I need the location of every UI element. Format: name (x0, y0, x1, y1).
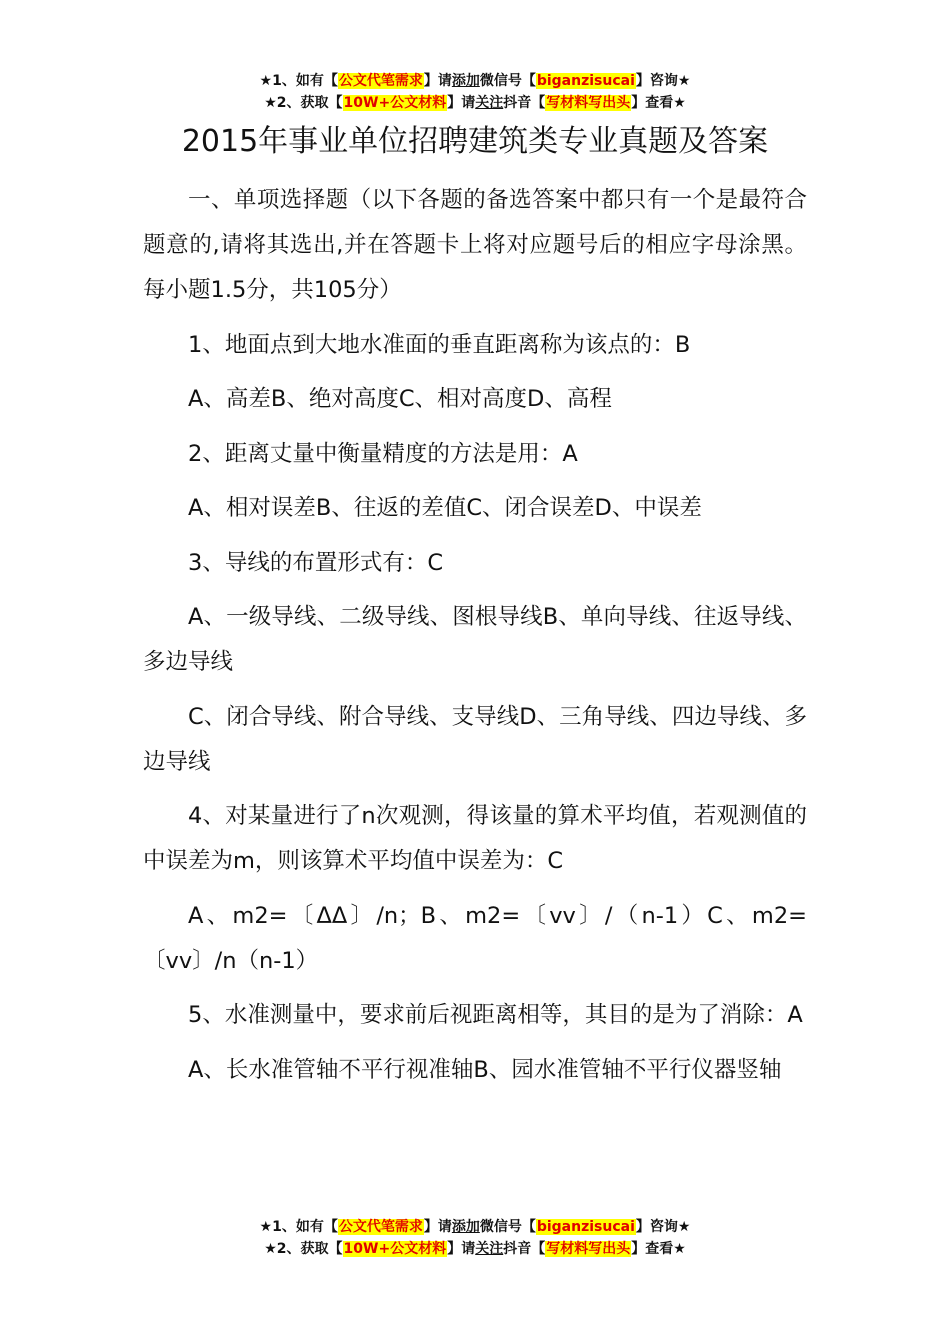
question-3-options-cd: C、闭合导线、附合导线、支导线D、三角导线、四边导线、多边导线 (143, 703, 807, 775)
star-icon: ★ (259, 73, 273, 89)
promo-text: 】查看★ (631, 1241, 686, 1257)
question-3: 3、导线的布置形式有：C (188, 549, 444, 576)
star-icon: ★ (259, 1219, 273, 1235)
question-1: 1、地面点到大地水准面的垂直距离称为该点的：B (188, 331, 691, 358)
promo-text: 】请 (423, 1219, 452, 1235)
header-promo-banner (0, 70, 950, 114)
promo-text: 】请 (423, 73, 452, 89)
promo-wechat-id: biganzisucai (536, 1219, 635, 1235)
promo-text: 2、获取【 (276, 95, 343, 111)
section-instructions: 一、单项选择题（以下各题的备选答案中都只有一个是最符合题意的,请将其选出,并在答题卡上将对应题号后的相应字母涂黑。每小题1.5分，共105分） (143, 187, 807, 303)
question-2-options: A、相对误差B、往返的差值C、闭合误差D、中误差 (188, 495, 702, 521)
footer-promo-banner (0, 1216, 950, 1260)
promo-douyin-id: 写材料写出头 (546, 95, 631, 111)
promo-text: 】咨询★ (635, 1219, 691, 1235)
promo-wechat-id: biganzisucai (536, 73, 635, 89)
promo-text: 】请 (447, 1241, 476, 1257)
document-body (143, 178, 807, 1102)
footer-promo-line-1 (0, 1216, 950, 1238)
promo-text: 抖音【 (503, 1241, 546, 1257)
promo-text: 】请 (447, 95, 476, 111)
header-promo-line-1 (0, 70, 950, 92)
footer-promo-line-2 (0, 1238, 950, 1260)
promo-text: 】咨询★ (635, 73, 691, 89)
star-icon: ★ (264, 95, 277, 111)
promo-underlined: 添加 (451, 73, 480, 89)
question-3-options-ab: A、一级导线、二级导线、图根导线B、单向导线、往返导线、多边导线 (143, 604, 807, 675)
star-icon: ★ (264, 1241, 277, 1257)
page-title: 2015年事业单位招聘建筑类专业真题及答案 (181, 124, 769, 159)
promo-text: 1、如有【 (272, 73, 338, 89)
promo-text: 微信号【 (479, 73, 536, 89)
promo-highlight: 公文代笔需求 (338, 73, 423, 89)
promo-underlined: 关注 (475, 95, 504, 111)
promo-underlined: 添加 (451, 1219, 480, 1235)
header-promo-line-2 (0, 92, 950, 114)
promo-highlight: 公文代笔需求 (338, 1219, 423, 1235)
promo-highlight: 10W+公文材料 (343, 1241, 447, 1257)
promo-text: 微信号【 (479, 1219, 536, 1235)
promo-highlight: 10W+公文材料 (343, 95, 447, 111)
promo-douyin-id: 写材料写出头 (546, 1241, 631, 1257)
question-4-options: A、m2=〔ΔΔ〕/n；B、m2=〔vv〕/（n-1）C、m2=〔vv〕/n（n-1） (143, 902, 807, 974)
question-5: 5、水准测量中，要求前后视距离相等，其目的是为了消除：A (188, 1002, 803, 1028)
question-2: 2、距离丈量中衡量精度的方法是用：A (188, 440, 578, 467)
promo-text: 1、如有【 (272, 1219, 338, 1235)
question-1-options: A、高差B、绝对高度C、相对高度D、高程 (188, 386, 612, 412)
promo-text: 2、获取【 (276, 1241, 343, 1257)
promo-underlined: 关注 (475, 1241, 504, 1257)
promo-text: 】查看★ (631, 95, 686, 111)
question-4: 4、对某量进行了n次观测，得该量的算术平均值，若观测值的中误差为m，则该算术平均值中误差为：C (143, 803, 807, 874)
promo-text: 抖音【 (503, 95, 546, 111)
question-5-options: A、长水准管轴不平行视准轴B、园水准管轴不平行仪器竖轴 (188, 1056, 782, 1083)
